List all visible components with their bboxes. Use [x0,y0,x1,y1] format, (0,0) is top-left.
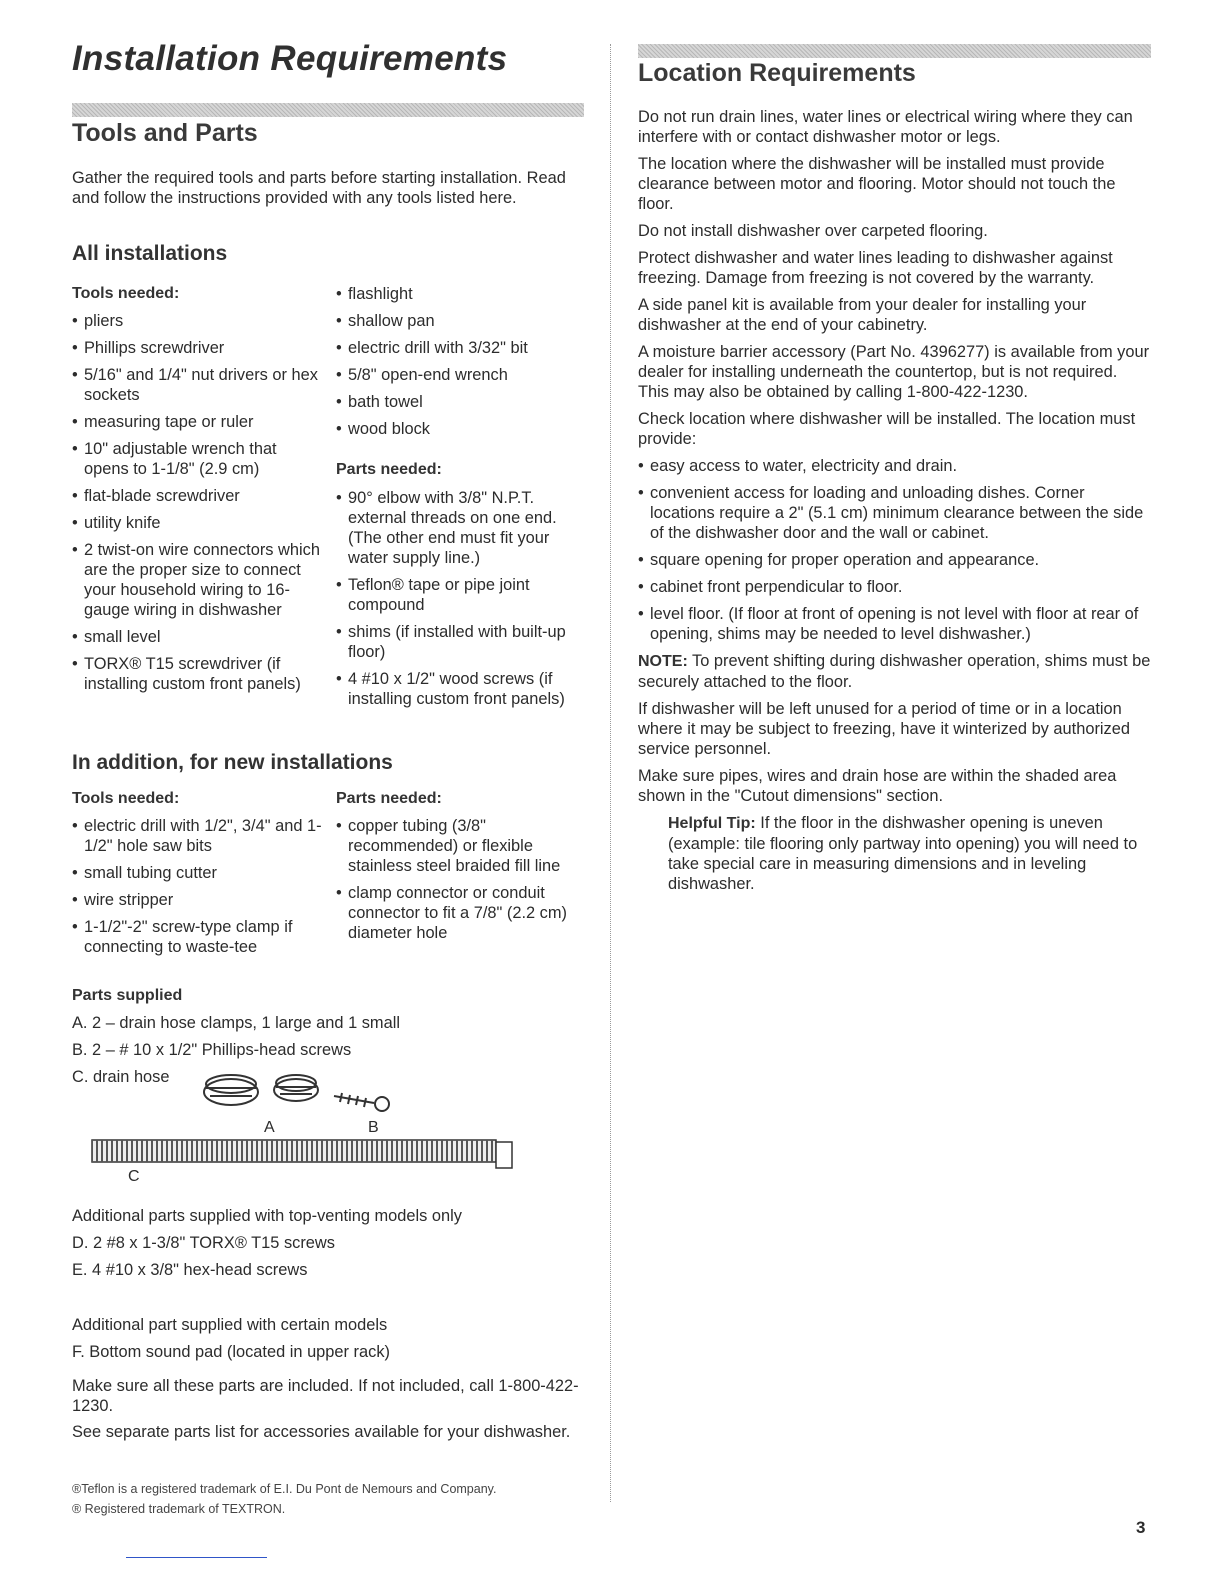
list-item: B. 2 – # 10 x 1/2" Phillips-head screws [72,1041,352,1059]
list-item: • square opening for proper operation and appearance. [638,550,1152,570]
list-item: • TORX® T15 screwdriver (if installing custom front panels) [72,654,322,694]
list-item: A. 2 – drain hose clamps, 1 large and 1 small [72,1014,400,1032]
page-title: Installation Requirements [72,39,508,78]
location-paragraph: A side panel kit is available from your dealer for installing your dishwasher at the end of your cabinetry. [638,296,1087,334]
list-item: • Phillips screwdriver [72,338,322,358]
list-item: • wire stripper [72,890,322,910]
list-item: • 90° elbow with 3/8" N.P.T. external threads on one end. (The other end must fit your water supply line.) [336,488,586,568]
list-item: • cabinet front perpendicular to floor. [638,577,1152,597]
parts-needed-label: Parts needed: [336,461,442,478]
tools-needed-label: Tools needed: [72,285,180,302]
tip-label: Helpful Tip: [668,815,756,832]
figure-label-c: C [128,1168,140,1185]
figure-label-b: B [368,1119,379,1136]
list-item: • Teflon® tape or pipe joint compound [336,575,586,615]
location-paragraph: Make sure pipes, wires and drain hose are within the shaded area shown in the "Cutout dimensions" section. [638,767,1117,805]
location-paragraph: Do not install dishwasher over carpeted flooring. [638,222,988,240]
see-separate-text: See separate parts list for accessories available for your dishwasher. [72,1423,571,1441]
note-text: To prevent shifting during dishwasher operation, shims must be securely attached to the floor. [638,652,1151,691]
new-parts-list [336,816,586,950]
parts-supplied-label: Parts supplied [72,987,183,1004]
new-tools-label: Tools needed: [72,790,180,807]
list-item: • utility knife [72,513,322,533]
list-item: • wood block [336,419,586,439]
location-paragraph: The location where the dishwasher will be installed must provide clearance between motor and flooring. Motor should not touch the floor. [638,155,1116,213]
new-parts-label: Parts needed: [336,790,442,807]
section-shade-bar [72,103,584,117]
figure-label-a: A [264,1119,275,1136]
tools-parts-intro: Gather the required tools and parts before starting installation. Read and follow the instructions provided with any tools listed here. [72,169,566,207]
list-item: • 2 twist-on wire connectors which are the proper size to connect your household wiring to 16-gauge wiring in dishwasher [72,540,322,620]
hose-clamp-small-illustration [274,1075,318,1101]
list-item: • measuring tape or ruler [72,412,322,432]
section-shade-bar [638,44,1151,58]
location-heading: Location Requirements [638,59,916,87]
list-item: • copper tubing (3/8" recommended) or flexible stainless steel braided fill line [336,816,586,876]
list-item: • level floor. (If floor at front of opening is not level with floor at rear of opening, shims may be needed to level dishwasher.) [638,604,1152,644]
list-item: • small level [72,627,322,647]
list-item: • pliers [72,311,322,331]
hose-clamp-large-illustration [204,1075,258,1105]
note-paragraph [638,651,1152,692]
list-item: • bath towel [336,392,586,412]
location-paragraph: Protect dishwasher and water lines leading to dishwasher against freezing. Damage from freezing is not covered by the warranty. [638,249,1113,287]
list-item: • 4 #10 x 1/2" wood screws (if installing custom front panels) [336,669,586,709]
location-paragraph: A moisture barrier accessory (Part No. 4396277) is available from your dealer for installing underneath the countertop, but is not required. This may also be obtained by calling 1-800-422-1230. [638,343,1150,401]
list-item: • small tubing cutter [72,863,322,883]
location-paragraph: Check location where dishwasher will be installed. The location must provide: [638,410,1136,448]
list-item: • 1-1/2"-2" screw-type clamp if connecting to waste-tee [72,917,322,957]
location-paragraph: If dishwasher will be left unused for a period of time or in a location where it may be subject to freezing, have it winterized by authorized service personnel. [638,700,1130,758]
list-item: • convenient access for loading and unloading dishes. Corner locations require a 2" (5.1 cm) minimum clearance between the side of the dishwasher door and the wall or cabinet. [638,483,1152,543]
column-divider [610,44,611,1502]
helpful-tip [638,813,1152,894]
footnote-teflon: ®Teflon is a registered trademark of E.I. Du Pont de Nemours and Company. [72,1482,497,1496]
all-parts-list [336,488,586,716]
footnote-textron: ® Registered trademark of TEXTRON. [72,1502,286,1516]
top-venting-intro: Additional parts supplied with top-venting models only [72,1207,462,1225]
list-item: • flat-blade screwdriver [72,486,322,506]
list-item: • electric drill with 1/2", 3/4" and 1-1/2" hole saw bits [72,816,322,856]
new-installations-heading: In addition, for new installations [72,751,393,774]
certain-models-intro: Additional part supplied with certain models [72,1316,388,1334]
list-item: • 5/8" open-end wrench [336,365,586,385]
page-number: 3 [1136,1518,1146,1537]
list-item: • 10" adjustable wrench that opens to 1-1/8" (2.9 cm) [72,439,322,479]
list-item: E. 4 #10 x 3/8" hex-head screws [72,1261,308,1279]
certain-models-block [72,1315,584,1369]
drain-hose-illustration [92,1140,512,1168]
all-installations-heading: All installations [72,242,228,265]
list-item: • flashlight [336,284,586,304]
list-item: C. drain hose [72,1068,170,1086]
list-item: F. Bottom sound pad (located in upper rack) [72,1343,390,1361]
note-label: NOTE: [638,653,688,670]
list-item: • easy access to water, electricity and drain. [638,456,1152,476]
all-tools-list-1 [72,311,322,701]
tip-text: If the floor in the dishwasher opening is uneven (example: tile flooring only partway into opening) you will need to take special care in measuring dimensions and in leveling dishwasher. [668,814,1138,893]
make-sure-text: Make sure all these parts are included. If not included, call 1-800-422-1230. [72,1377,579,1415]
tools-parts-heading: Tools and Parts [72,119,258,147]
location-body [638,107,1152,894]
top-venting-block [72,1206,584,1287]
all-tools-list-2 [336,284,586,446]
parts-figure [86,1060,526,1190]
bottom-rule [126,1557,267,1558]
list-item: • electric drill with 3/32" bit [336,338,586,358]
new-tools-list [72,816,322,964]
list-item: D. 2 #8 x 1-3/8" TORX® T15 screws [72,1234,335,1252]
list-item: • clamp connector or conduit connector to fit a 7/8" (2.2 cm) diameter hole [336,883,586,943]
location-paragraph: Do not run drain lines, water lines or electrical wiring where they can interfere with or contact dishwasher motor or legs. [638,108,1133,146]
list-item: • shallow pan [336,311,586,331]
footnotes [72,1481,562,1517]
list-item: • 5/16" and 1/4" nut drivers or hex sockets [72,365,322,405]
screw-illustration [334,1093,389,1111]
list-item: • shims (if installed with built-up floor) [336,622,586,662]
